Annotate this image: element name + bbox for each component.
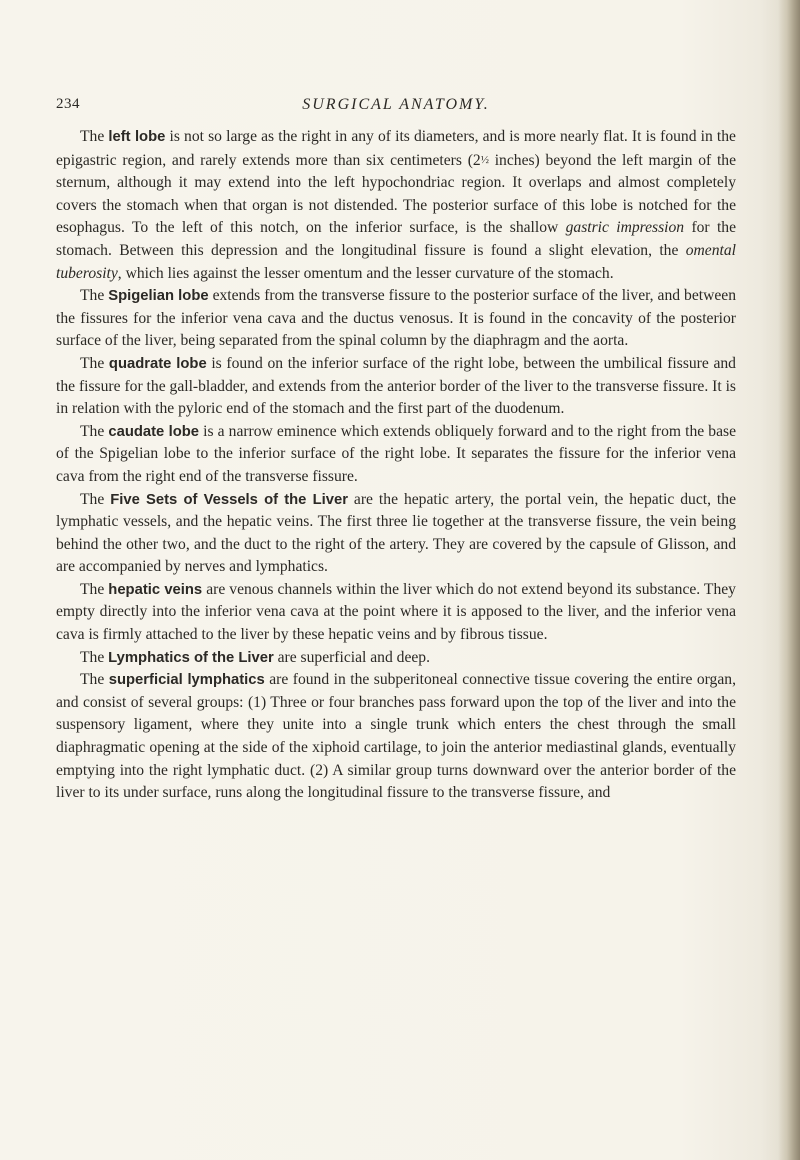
text-run: The bbox=[80, 671, 109, 689]
text-run: The bbox=[80, 490, 111, 508]
term-lymphatics-of-liver: Lymphatics of the Liver bbox=[108, 649, 274, 666]
term-left-lobe: left lobe bbox=[108, 129, 166, 145]
paragraph-spigelian-lobe bbox=[56, 285, 736, 353]
text-run: The bbox=[80, 287, 109, 305]
text-run: is not so large as the right in any of its diameters, and is more nearly flat. It is found in the epigastric region, and rarely extends more than six centimeters (2 bbox=[56, 128, 736, 169]
paragraph-superficial-lymphatics bbox=[56, 669, 736, 805]
text-run: The bbox=[80, 580, 109, 598]
text-run: is found on the inferior surface of the right lobe, between the umbilical fissure and the fissure for the gall-bladder, and extends from the anterior border of the liver to the transverse fissure. It is in relation with the pyloric end of the stomach and the first part of the duodenum. bbox=[56, 354, 736, 418]
term-superficial-lymphatics: superficial lymphatics bbox=[108, 672, 265, 689]
text-run: is a narrow eminence which extends obliquely forward and to the right from the base of the Spigelian lobe to the inferior surface of the right lobe. It separates the fissure for the inferior vena cava from the right end of the transverse fissure. bbox=[56, 422, 736, 485]
term-caudate-lobe: caudate lobe bbox=[108, 423, 200, 440]
running-title: SURGICAL ANATOMY. bbox=[302, 96, 490, 113]
text-run: are the hepatic artery, the portal vein, the hepatic duct, the lymphatic vessels, and the hepatic veins. The first three lie together at the transverse fissure, the vein being behind the other two, and the duct to the right of the artery. They are covered by the capsule of Glisson, and are accompanied by nerves and lymphatics. bbox=[56, 490, 736, 576]
paragraph-quadrate-lobe bbox=[56, 353, 736, 421]
text-run: , which lies against the lesser omentum and the lesser curvature of the stomach. bbox=[117, 264, 614, 282]
paragraph-five-sets-of-vessels bbox=[56, 489, 736, 579]
text-run: The bbox=[80, 128, 109, 145]
text-run: The bbox=[80, 422, 109, 440]
term-spigelian-lobe: Spigelian lobe bbox=[108, 288, 209, 305]
term-quadrate-lobe: quadrate lobe bbox=[108, 355, 207, 372]
body-text bbox=[56, 126, 736, 805]
term-hepatic-veins: hepatic veins bbox=[108, 581, 203, 598]
paragraph-left-lobe bbox=[56, 126, 736, 285]
paragraph-caudate-lobe bbox=[56, 421, 736, 489]
italic-omental-tuberosity: omental tuberosity bbox=[56, 241, 736, 282]
term-five-sets-of-vessels: Five Sets of Vessels of the Liver bbox=[110, 491, 348, 508]
running-head bbox=[56, 96, 736, 120]
text-run: are found in the subperitoneal connective tissue covering the entire organ, and consist of several groups: (1) Three or four branches pass forward upon the top of the liver and into the suspensory ligament, where they unite into a single trunk which enters the chest through the small diaphragmatic opening at the side of the xiphoid cartilage, to join the anterior mediastinal glands, eventually emptying into the right lymphatic duct. (2) A similar group turns downward over the anterior border of the liver to its under surface, runs along the longitudinal fissure to the transverse fissure, and bbox=[56, 671, 736, 802]
paragraph-hepatic-veins bbox=[56, 579, 736, 647]
text-run: are superficial and deep. bbox=[273, 648, 430, 666]
text-run: extends from the transverse fissure to the posterior surface of the liver, and between the fissures for the inferior vena cava and the ductus venosus. It is found in the concavity of the posterior surface of the liver, being separated from the spinal column by the diaphragm and the aorta. bbox=[56, 287, 736, 350]
text-run: inches) beyond the left margin of the sternum, although it may extend into the left hypochondriac region. It overlaps and almost completely covers the stomach when that organ is not distended. The posterior surface of this lobe is notched for the esophagus. To the left of this notch, on the inferior surface, is the shallow bbox=[56, 151, 737, 237]
fraction: ½ bbox=[480, 153, 489, 166]
page-number: 234 bbox=[56, 96, 80, 112]
text-run: for the stomach. Between this depression and the longitudinal fissure is found a slight elevation, the bbox=[56, 219, 736, 259]
text-run: The bbox=[80, 354, 109, 372]
page-gutter-shadow bbox=[778, 0, 800, 1160]
italic-gastric-impression: gastric impression bbox=[565, 219, 685, 237]
text-run: The bbox=[80, 648, 109, 666]
text-run: are venous channels within the liver which do not extend beyond its substance. They empty directly into the inferior vena cava at the point where it is apposed to the liver, and the inferior vena cava is firmly attached to the liver by these hepatic veins and by fibrous tissue. bbox=[56, 580, 736, 644]
paragraph-lymphatics-of-liver bbox=[56, 647, 736, 670]
